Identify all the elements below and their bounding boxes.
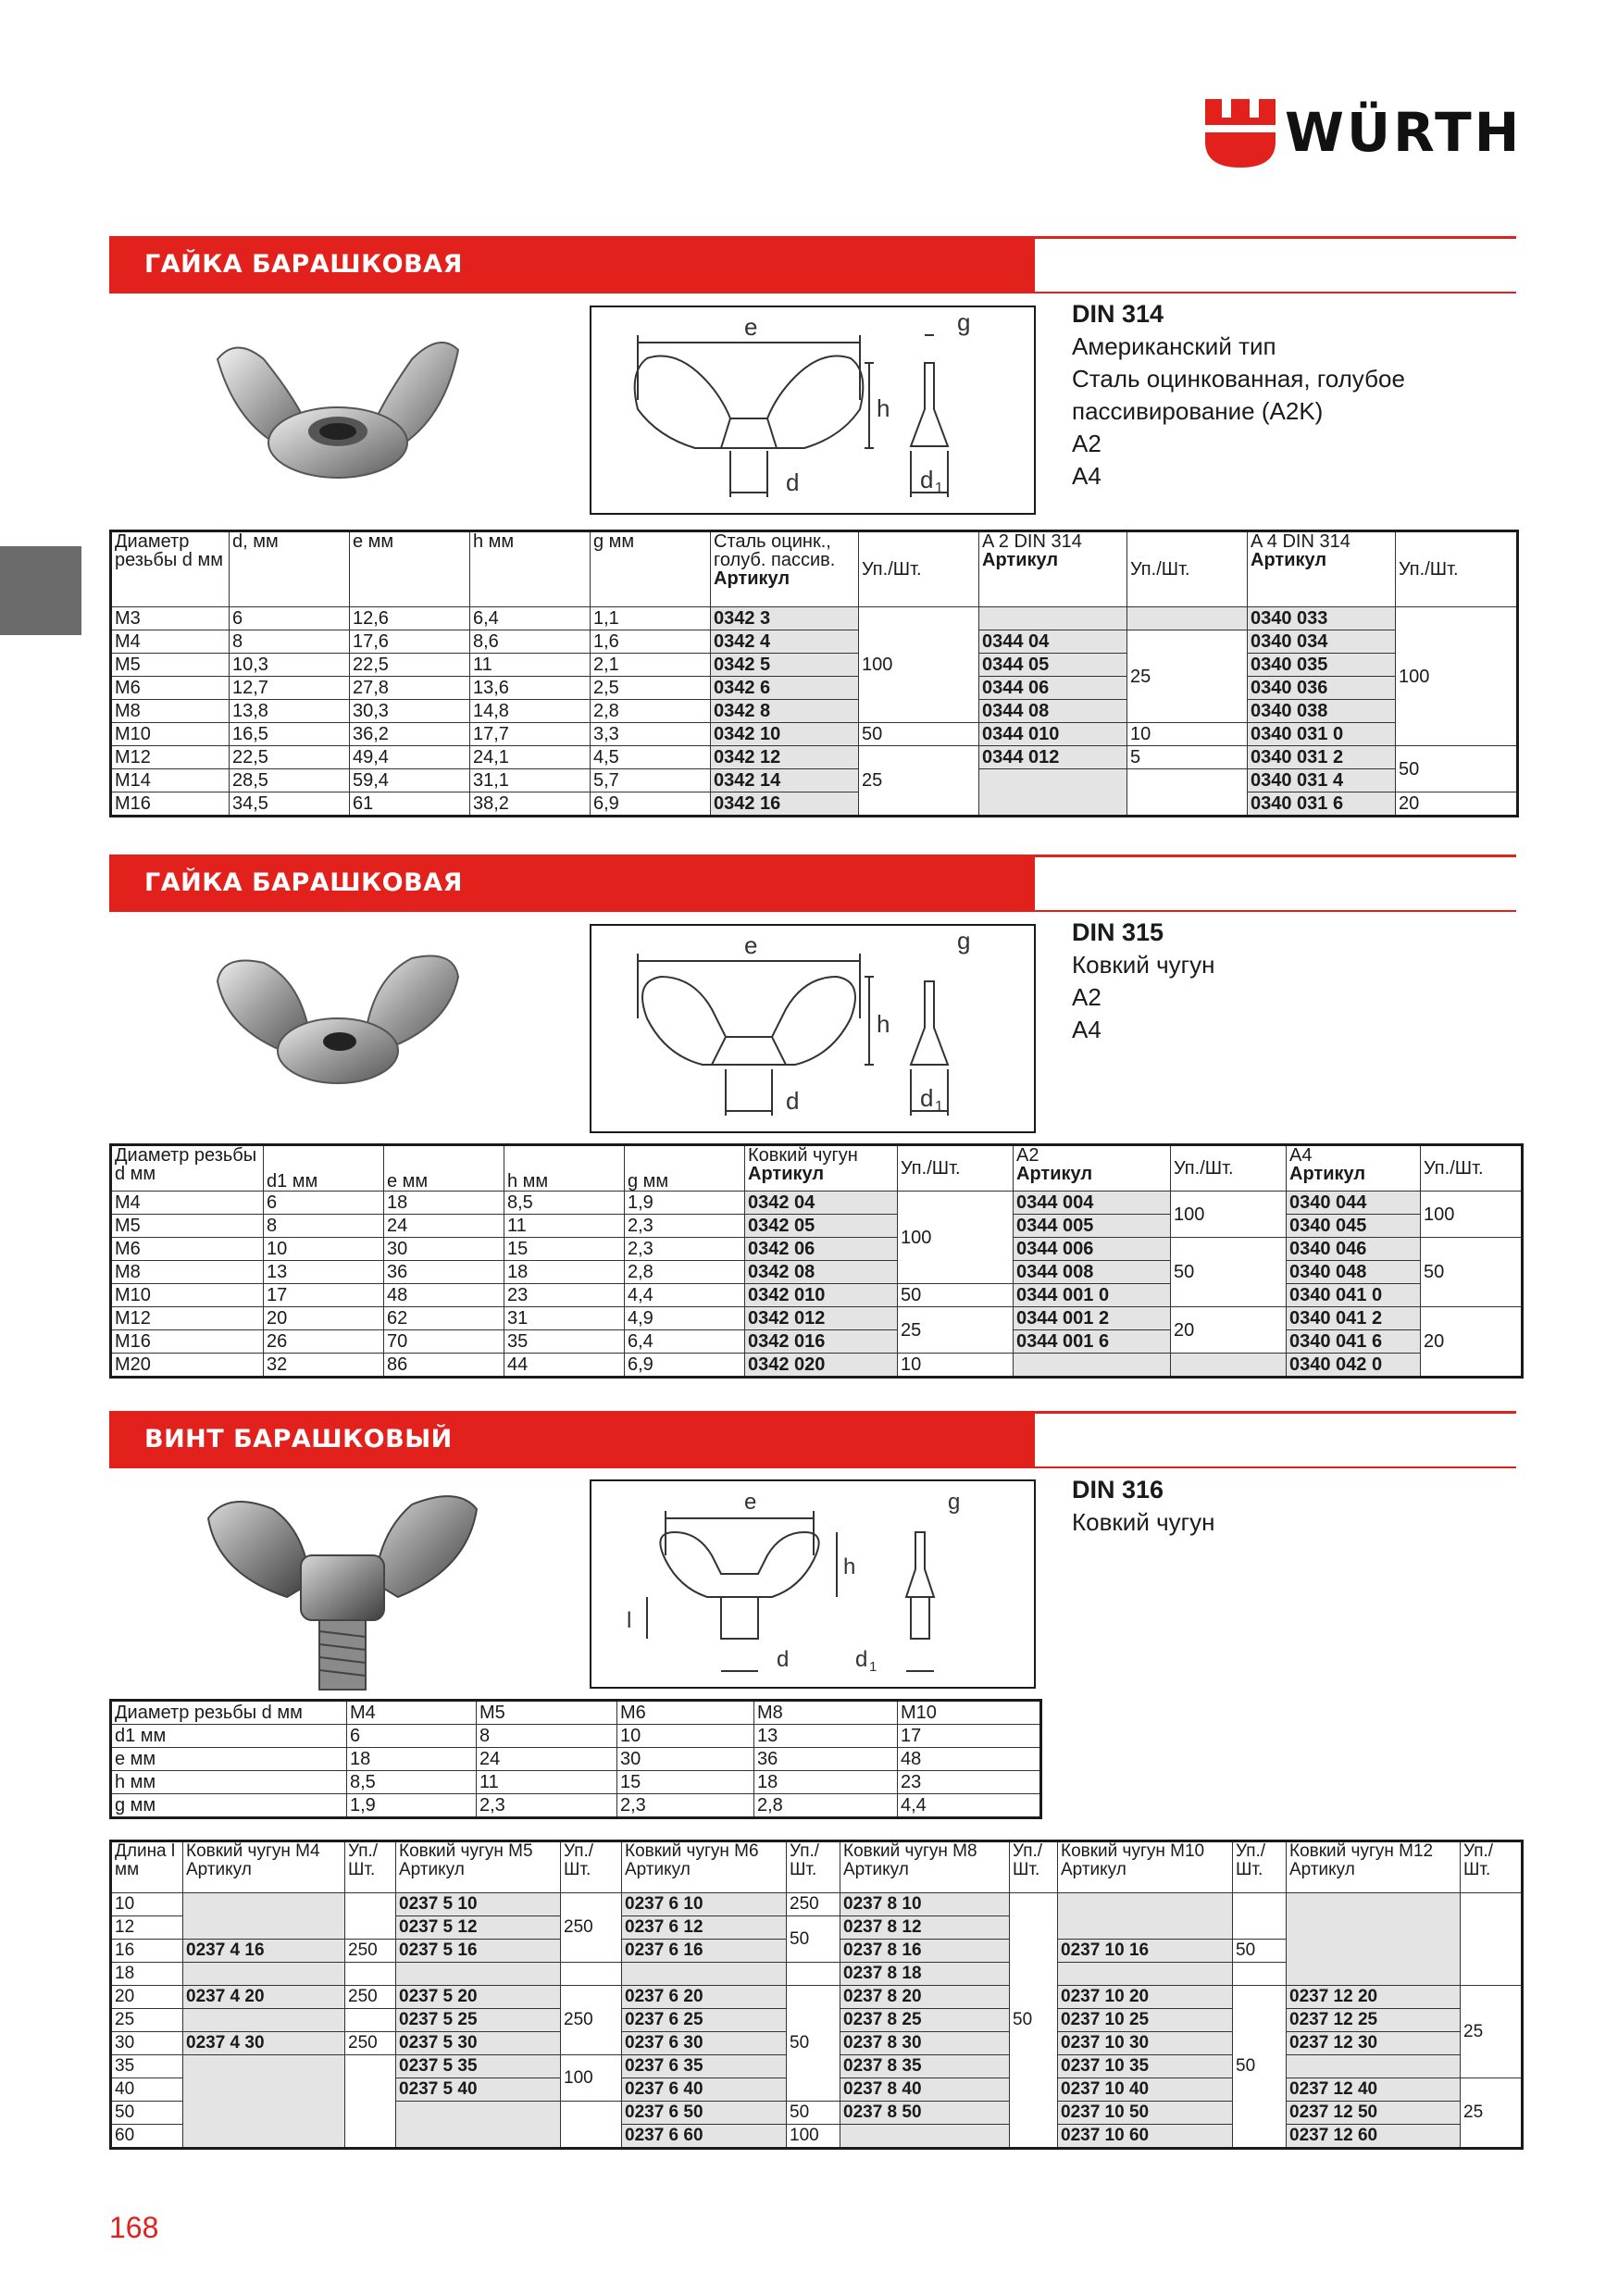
table-row: M20 32 86 44 6,9 0342 020 10 0340 042 0 [111, 1354, 1523, 1378]
section-3-description: DIN 316 Ковкий чугун [1072, 1476, 1215, 1536]
table-row: 16 0237 4 16 250 0237 5 16 0237 6 16 0237 8 16 0237 10 16 50 [111, 1940, 1523, 1963]
section-1-rule [1035, 236, 1516, 239]
section-2-title: ГАЙКА БАРАШКОВАЯ [109, 855, 1035, 912]
svg-text:d: d [920, 466, 934, 493]
table-row: M4 8 17,6 8,6 1,6 0342 4 0344 04 25 0340 034 [111, 630, 1518, 654]
svg-text:e: e [744, 931, 758, 959]
wing-nut-photo-2 [199, 935, 477, 1111]
svg-text:1: 1 [935, 480, 943, 496]
din-314-label: DIN 314 [1072, 300, 1164, 328]
section-2-rule [1035, 855, 1516, 857]
table-row: M10 17 48 23 4,4 0342 010 50 0344 001 0 0340 041 0 [111, 1284, 1523, 1307]
dim-e-label: e [744, 313, 758, 341]
table-row: e мм 18 24 30 36 48 [111, 1748, 1041, 1771]
din-315-label: DIN 315 [1072, 918, 1164, 946]
page-number: 168 [109, 2211, 159, 2244]
table-row: 20 0237 4 20 250 0237 5 20 250 0237 6 20 50 0237 8 20 0237 10 20 50 0237 12 20 25 [111, 1986, 1523, 2009]
section-1-title: ГАЙКА БАРАШКОВАЯ [109, 236, 1035, 293]
wurth-logo-icon [1203, 97, 1277, 169]
wing-nut-photo-1 [199, 322, 477, 498]
table-row: 12 0237 5 12 0237 6 12 50 0237 8 12 [111, 1916, 1523, 1940]
table-row: Диаметр резьбы d мм M4 M5 M6 M8 M10 [111, 1701, 1041, 1725]
svg-text:d: d [786, 1087, 800, 1115]
section-3-rule [1035, 1411, 1516, 1414]
table-din314: Диаметр резьбы d мм d, мм e мм h мм g мм Сталь оцинк., голуб. пассив. Артикул Уп./Шт. A 2 DIN 314 Артикул Уп./Шт. A 4 DIN 314 Артикул Уп./Шт. M3 6 12,6 6,4 1,1 0342 3 100 0340 033 100 M4 8 17,6 8,6 1,6 0342 4 0344 04 25 0340 034 M5 10,3 22,5 11 2,1 0342 5 0344 05 0340 035 M6 12,7 27,8 13,6 2,5 0342 6 0344 06 0340 036 M8 13,8 30,3 14,8 2,8 0342 8 0344 08 0340 038 M10 16,5 36,2 17,7 3,3 0342 10 50 0344 010 10 0340 031 0 M12 22,5 49,4 24,1 4,5 0342 12 25 0344 012 5 0340 031 2 50 M14 28,5 59,4 31,1 5,7 0342 14 0340 031 4 M16 34,5 61 38,2 6,9 0342 16 0340 031 6 20 [109, 530, 1519, 817]
table-row: 60 0237 6 60 100 0237 10 60 0237 12 60 [111, 2125, 1523, 2149]
chapter-tab [0, 546, 81, 635]
table-row: d1 мм 6 8 10 13 17 [111, 1725, 1041, 1748]
section-2-underline [109, 910, 1516, 912]
table-row: M4 6 18 8,5 1,9 0342 04 100 0344 004 100 0340 044 100 [111, 1192, 1523, 1215]
table-row: M5 10,3 22,5 11 2,1 0342 5 0344 05 0340 035 [111, 654, 1518, 677]
table-row: M8 13,8 30,3 14,8 2,8 0342 8 0344 08 0340 038 [111, 700, 1518, 723]
svg-text:g: g [957, 927, 971, 955]
table-row: M12 20 62 31 4,9 0342 012 25 0344 001 2 20 0340 041 2 20 [111, 1307, 1523, 1330]
table-row: M5 8 24 11 2,3 0342 05 0344 005 0340 045 [111, 1215, 1523, 1238]
svg-text:g: g [957, 308, 971, 336]
table-din316-lengths: Длина l мм Ковкий чугун M4 Артикул Уп./ Шт. Ковкий чугун M5 Артикул Уп./ Шт. Ковкий чугун M6 Артикул Уп./ Шт. Ковкий чугун M8 Артикул Уп./ Шт. Ковкий чугун M10 Артикул Уп./ Шт. Ковкий чугун M12 Артикул Уп./ Шт. 10 0237 5 10 250 0237 6 10 250 0237 8 10 50 12 0237 5 12 0237 6 12 50 0237 8 12 16 0237 4 16 250 0237 5 16 0237 6 16 0237 8 16 0237 10 16 50 18 0237 8 18 20 0237 4 20 250 0237 5 20 250 0237 6 20 50 0237 8 20 0237 10 20 50 0237 12 20 25 25 0237 5 25 0237 6 25 0237 8 25 0237 10 25 0237 12 25 30 0237 4 30 250 0237 5 30 0237 6 30 0237 8 30 0237 10 30 0237 12 30 35 0237 5 35 100 0237 6 35 0237 8 35 0237 10 35 40 0237 5 40 0237 6 40 0237 8 40 0237 10 40 0237 12 40 25 50 0237 6 50 50 0237 8 50 0237 10 50 0237 12 50 60 0237 6 60 100 0237 10 60 0237 12 60 [109, 1840, 1524, 2150]
table-row: M3 6 12,6 6,4 1,1 0342 3 100 0340 033 100 [111, 607, 1518, 630]
section-1-description: DIN 314 Американский тип Сталь оцинкованная, голубое пассивирование (A2K) A2 A4 [1072, 300, 1405, 490]
svg-text:h: h [877, 394, 890, 422]
svg-text:d: d [855, 1647, 868, 1672]
din-316-label: DIN 316 [1072, 1476, 1164, 1504]
diagram-din315 [590, 924, 1036, 1133]
diagram-din314 [590, 306, 1036, 515]
svg-text:d: d [786, 468, 800, 496]
table-row: M16 34,5 61 38,2 6,9 0342 16 0340 031 6 20 [111, 792, 1518, 817]
diagram-din316 [590, 1479, 1036, 1689]
table-row: M16 26 70 35 6,4 0342 016 0344 001 6 0340 041 6 [111, 1330, 1523, 1354]
svg-text:l: l [627, 1608, 632, 1633]
table-row: M6 10 30 15 2,3 0342 06 0344 006 50 0340 046 50 [111, 1238, 1523, 1261]
table-din316-dims [109, 1699, 1042, 1819]
table-row: 25 0237 5 25 0237 6 25 0237 8 25 0237 10 25 0237 12 25 [111, 2009, 1523, 2032]
svg-text:1: 1 [935, 1099, 943, 1115]
svg-text:h: h [877, 1010, 890, 1038]
table-row: M6 12,7 27,8 13,6 2,5 0342 6 0344 06 0340 036 [111, 677, 1518, 700]
svg-text:h: h [843, 1554, 856, 1579]
section-3-title: ВИНТ БАРАШКОВЫЙ [109, 1411, 1035, 1468]
table-row: M12 22,5 49,4 24,1 4,5 0342 12 25 0344 012 5 0340 031 2 50 [111, 746, 1518, 769]
section-2-description: DIN 315 Ковкий чугун A2 A4 [1072, 918, 1215, 1043]
section-1-underline [109, 292, 1516, 293]
wurth-logo [1203, 97, 1523, 171]
table-row: 10 0237 5 10 250 0237 6 10 250 0237 8 10 50 [111, 1893, 1523, 1916]
table-row: 35 0237 5 35 100 0237 6 35 0237 8 35 0237 10 35 [111, 2055, 1523, 2078]
svg-text:e: e [744, 1490, 757, 1515]
table-row: 30 0237 4 30 250 0237 5 30 0237 6 30 0237 8 30 0237 10 30 0237 12 30 [111, 2032, 1523, 2055]
section-3-underline [109, 1466, 1516, 1468]
table-row: 40 0237 5 40 0237 6 40 0237 8 40 0237 10 40 0237 12 40 25 [111, 2078, 1523, 2102]
wing-screw-photo [199, 1481, 486, 1694]
table-row: 18 0237 8 18 [111, 1963, 1523, 1986]
table-row: M8 13 36 18 2,8 0342 08 0344 008 0340 048 [111, 1261, 1523, 1284]
svg-text:g: g [948, 1490, 961, 1515]
svg-text:d: d [777, 1647, 790, 1672]
table-din315: Диаметр резьбы d мм d1 мм e мм h мм g мм Ковкий чугун Артикул Уп./Шт. A2 Артикул Уп./Шт. A4 Артикул Уп./Шт. M4 6 18 8,5 1,9 0342 04 100 0344 004 100 0340 044 100 M5 8 24 11 2,3 0342 05 0344 005 0340 045 M6 10 30 15 2,3 0342 06 0344 006 50 0340 046 50 M8 13 36 18 2,8 0342 08 0344 008 0340 048 M10 17 48 23 4,4 0342 010 50 0344 001 0 0340 041 0 M12 20 62 31 4,9 0342 012 25 0344 001 2 20 0340 041 2 20 M16 26 70 35 6,4 0342 016 0344 001 6 0340 041 6 M20 32 86 44 6,9 0342 020 10 0340 042 0 [109, 1143, 1524, 1379]
logo-text: WÜRTH [1285, 101, 1523, 164]
svg-text:1: 1 [869, 1659, 877, 1675]
table-row: M10 16,5 36,2 17,7 3,3 0342 10 50 0344 010 10 0340 031 0 [111, 723, 1518, 746]
table-row: g мм 1,9 2,3 2,3 2,8 4,4 [111, 1794, 1041, 1818]
table-row: 50 0237 6 50 50 0237 8 50 0237 10 50 0237 12 50 [111, 2102, 1523, 2125]
table-row: M14 28,5 59,4 31,1 5,7 0342 14 0340 031 4 [111, 769, 1518, 792]
svg-text:d: d [920, 1084, 934, 1112]
table-row: h мм 8,5 11 15 18 23 [111, 1771, 1041, 1794]
